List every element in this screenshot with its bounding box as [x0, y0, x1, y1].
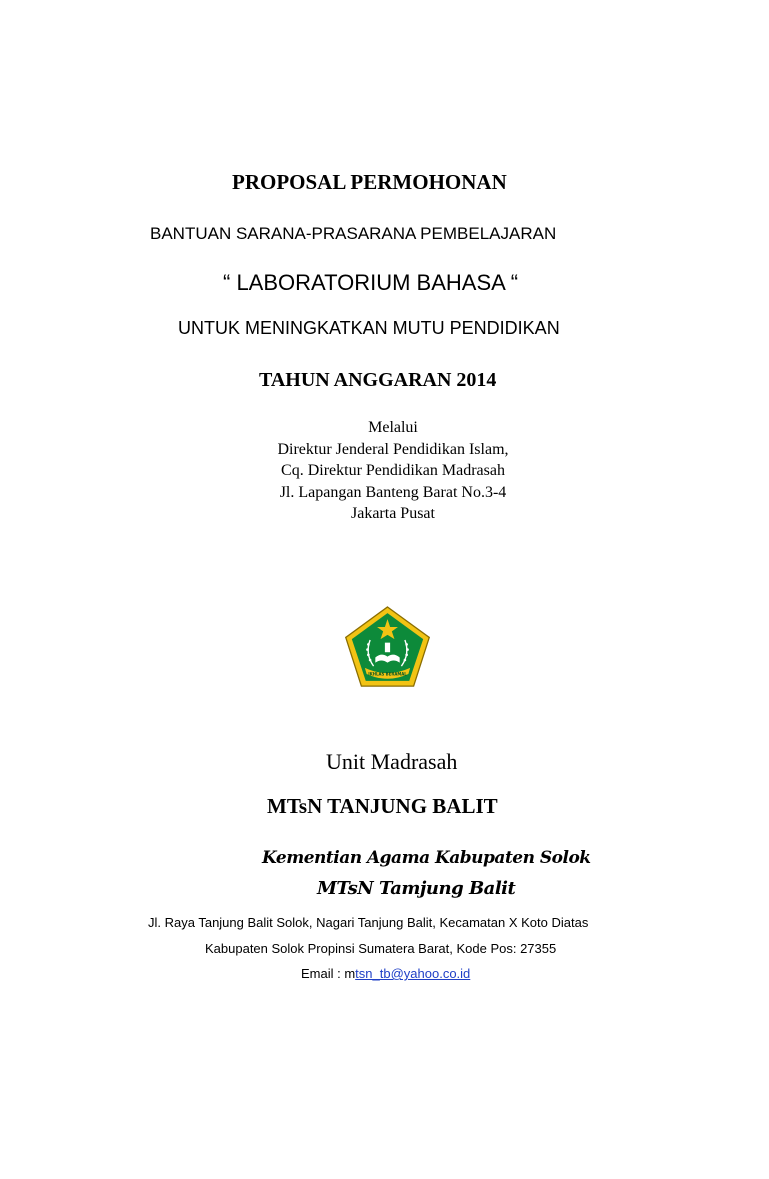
recipient-via: Melalui: [368, 419, 418, 436]
email-line: [301, 966, 470, 981]
email-link[interactable]: tsn_tb@yahoo.co.id: [355, 966, 471, 981]
proposal-title: PROPOSAL PERMOHONAN: [232, 170, 507, 194]
email-label: Email : m: [301, 966, 356, 981]
kemenag-emblem-icon: [344, 605, 431, 689]
recipient-line-1: Direktur Jenderal Pendidikan Islam,: [277, 440, 509, 458]
letterhead-line-2: MTsN Tamjung Balit: [317, 878, 516, 899]
address-line-2: Kabupaten Solok Propinsi Sumatera Barat, Kode Pos: 27355: [205, 941, 557, 956]
address-line-1: Jl. Raya Tanjung Balit Solok, Nagari Tanjung Balit, Kecamatan X Koto Diatas: [148, 915, 589, 930]
unit-label: Unit Madrasah: [326, 749, 458, 774]
recipient-block: [200, 417, 586, 525]
letterhead-line-1: Kementian Agama Kabupaten Solok: [262, 848, 591, 868]
unit-name: MTsN TANJUNG BALIT: [267, 794, 498, 818]
project-title: “ LABORATORIUM BAHASA “: [223, 270, 519, 295]
subtitle: BANTUAN SARANA-PRASARANA PEMBELAJARAN: [150, 224, 557, 243]
budget-year: TAHUN ANGGARAN 2014: [259, 369, 497, 391]
recipient-line-2: Cq. Direktur Pendidikan Madrasah: [281, 462, 505, 479]
purpose: UNTUK MENINGKATKAN MUTU PENDIDIKAN: [178, 318, 560, 338]
recipient-line-3: Jl. Lapangan Banteng Barat No.3-4: [279, 483, 507, 501]
recipient-line-4: Jakarta Pusat: [351, 505, 435, 522]
emblem-caption: IKHLAS BERAMAL: [368, 671, 407, 677]
